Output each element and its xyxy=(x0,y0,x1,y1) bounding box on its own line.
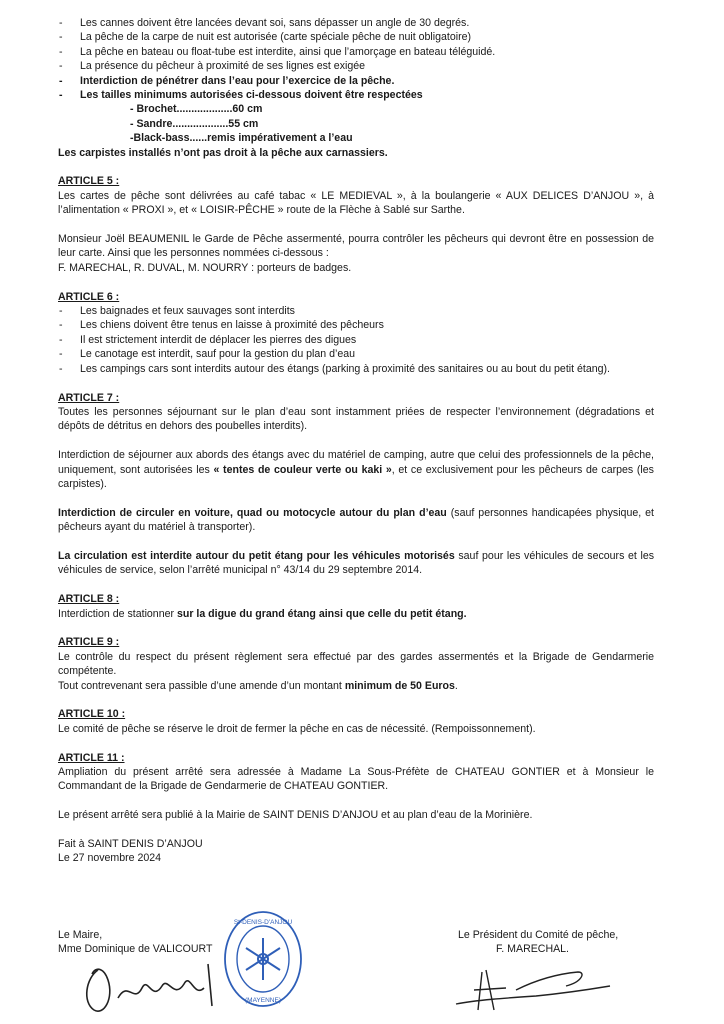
size-sandre: - Sandre...................55 cm xyxy=(130,117,259,130)
president-signature-block xyxy=(458,928,618,957)
president-role: Le Président du Comité de pêche, xyxy=(458,929,619,941)
list-item: - Il est strictement interdit de déplacer les pierres des digues xyxy=(58,333,654,347)
bullet-item: - Interdiction de pénétrer dans l’eau pour l’exercice de la pêche. xyxy=(58,74,654,88)
mayor-signature-block xyxy=(58,928,212,957)
president-handwritten-signature xyxy=(446,960,616,1016)
article-11-text: Ampliation du présent arrêté sera adressée à Madame La Sous-Préfète de CHATEAU GONTIER et à Monsieur le Commandant de la Brigade de Gendarmerie de CHATEAU GONTIER. xyxy=(58,765,654,793)
article-7-text: La circulation est interdite autour du petit étang pour les véhicules motorisés sauf pour les véhicules de secours et les véhicules de service, selon l’arrêté municipal n° 43/14 du 29 septembre 2014. xyxy=(58,549,655,577)
article-10-title: ARTICLE 10 : xyxy=(58,708,126,721)
article-9-title: ARTICLE 9 : xyxy=(58,636,120,649)
document-page xyxy=(58,16,654,866)
size-black-bass: -Black-bass......remis impérativement a l’eau xyxy=(130,132,353,145)
list-item: - Les baignades et feux sauvages sont interdits xyxy=(58,304,654,318)
bullet-item: - Les cannes doivent être lancées devant soi, sans dépasser un angle de 30 degrés. xyxy=(58,16,654,30)
article-5-title: ARTICLE 5 : xyxy=(58,175,120,188)
article-11-title: ARTICLE 11 : xyxy=(58,751,125,764)
issue-date: Le 27 novembre 2024 xyxy=(58,852,162,865)
carpistes-rule: Les carpistes installés n’ont pas droit à la pêche aux carnassiers. xyxy=(58,146,388,159)
bullet-item: - La pêche en bateau ou float-tube est interdite, ainsi que l’amorçage en bateau téléguidé. xyxy=(58,45,654,59)
svg-text:St-DENIS-D'ANJOU: St-DENIS-D'ANJOU xyxy=(233,919,293,926)
issue-place: Fait à SAINT DENIS D’ANJOU xyxy=(58,837,203,850)
article-9-text: Le contrôle du respect du présent règlement sera effectué par des gardes assermentés et la Brigade de Gendarmerie compétente. xyxy=(58,650,654,678)
article-7-text: Interdiction de séjourner aux abords des étangs avec du matériel de camping, autre que celui des professionnels de la pêche, uniquement, sont autorisées les « tentes de couleur verte ou kaki », et ce exclusivement pour les pêcheurs de carpes (les carpistes). xyxy=(58,449,654,490)
size-brochet: - Brochet...................60 cm xyxy=(130,103,263,116)
list-item: - Les campings cars sont interdits autour des étangs (parking à proximité des sanitaires ou au bout du petit étang). xyxy=(58,362,654,376)
bullet-item: - La pêche de la carpe de nuit est autorisée (carte spéciale pêche de nuit obligatoire) xyxy=(58,30,654,44)
article-5-text: Les cartes de pêche sont délivrées au café tabac « LE MEDIEVAL », à la boulangerie « AUX DELICES D’ANJOU », à l’alimentation « PROXI », et « LOISIR-PÊCHE » route de la Flèche à Sablé sur Sarthe. xyxy=(58,189,654,217)
list-item: - Le canotage est interdit, sauf pour la gestion du plan d’eau xyxy=(58,347,654,361)
article-7-text: Interdiction de circuler en voiture, quad ou motocycle autour du plan d’eau (sauf personnes handicapées physique, et pêcheurs ayant du matériel à transporter). xyxy=(58,506,654,534)
president-name: F. MARECHAL. xyxy=(496,943,569,956)
article-8-title: ARTICLE 8 : xyxy=(58,593,120,606)
article-7-title: ARTICLE 7 : xyxy=(58,391,120,404)
article-5-text: F. MARECHAL, R. DUVAL, M. NOURRY : porteurs de badges. xyxy=(58,261,352,274)
mayor-name: Mme Dominique de VALICOURT xyxy=(58,943,213,956)
article-10-text: Le comité de pêche se réserve le droit de fermer la pêche en cas de nécessité. (Rempoissonnement). xyxy=(58,722,536,735)
bullet-list-top xyxy=(58,16,654,102)
bullet-item: - Les tailles minimums autorisées ci-dessous doivent être respectées xyxy=(58,88,654,102)
mayor-role: Le Maire, xyxy=(58,929,103,941)
article-7-text: Toutes les personnes séjournant sur le plan d’eau sont instamment priées de respecter l’environnement (dégradations et dépôts de détritus en dehors des poubelles interdits). xyxy=(58,405,654,433)
article-8-text: Interdiction de stationner sur la digue du grand étang ainsi que celle du petit étang. xyxy=(58,607,467,620)
article-6-title: ARTICLE 6 : xyxy=(58,290,120,303)
article-5-text: Monsieur Joël BEAUMENIL le Garde de Pêche assermenté, pourra contrôler les pêcheurs qui devront être en possession de leur carte. Ainsi que les personnes nommées ci-dessous : xyxy=(58,233,654,260)
bullet-item: - La présence du pêcheur à proximité de ses lignes est exigée xyxy=(58,59,654,73)
article-11-text: Le présent arrêté sera publié à la Mairie de SAINT DENIS D’ANJOU et au plan d’eau de la Morinière. xyxy=(58,809,533,822)
list-item: - Les chiens doivent être tenus en laisse à proximité des pêcheurs xyxy=(58,318,654,332)
mayor-handwritten-signature xyxy=(78,958,258,1018)
article-9-text: Tout contrevenant sera passible d’une amende d’un montant minimum de 50 Euros. xyxy=(58,679,458,692)
svg-text:(MAYENNE): (MAYENNE) xyxy=(245,997,281,1004)
